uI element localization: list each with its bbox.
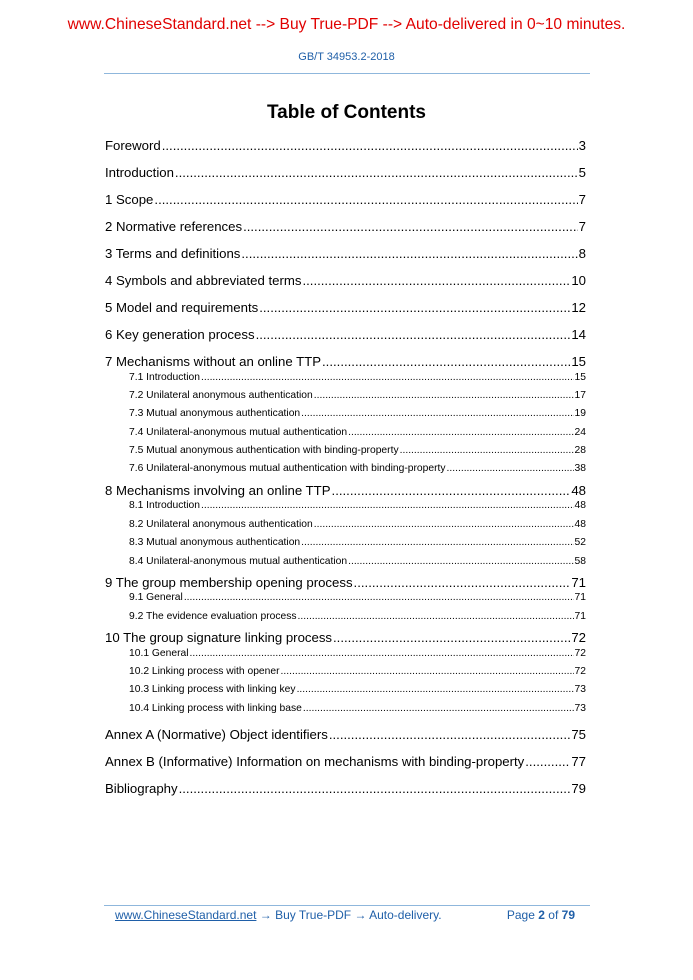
toc-subentry-7-5[interactable] xyxy=(105,444,586,462)
toc-entry-page: 73 xyxy=(574,684,586,696)
toc-entry-label: Annex B (Informative) Information on mechanisms with binding-property xyxy=(105,753,525,769)
toc-entry-label: 7.2 Unilateral anonymous authentication xyxy=(129,389,313,401)
toc-subentry-8-4[interactable] xyxy=(105,555,586,573)
dot-leader xyxy=(400,444,574,458)
toc-entry-annex-b[interactable] xyxy=(105,752,586,779)
toc-subentry-10-2[interactable] xyxy=(105,665,586,683)
dot-leader xyxy=(201,499,574,513)
dot-leader xyxy=(348,555,573,569)
page-word: Page xyxy=(506,908,535,922)
dot-leader xyxy=(201,371,574,385)
page-total: 79 xyxy=(561,908,575,922)
toc-entry-scope[interactable] xyxy=(105,190,586,217)
toc-entry-page: 77 xyxy=(571,753,586,769)
toc-entry-page: 79 xyxy=(571,780,586,796)
toc-entry-label: 1 Scope xyxy=(105,192,154,207)
toc-subentry-8-3[interactable] xyxy=(105,536,586,554)
toc-subentry-7-6[interactable] xyxy=(105,462,586,480)
toc-entry-introduction[interactable] xyxy=(105,163,586,190)
dot-leader xyxy=(243,217,578,237)
toc-entry-page: 14 xyxy=(571,327,586,342)
toc-entry-page: 15 xyxy=(571,354,586,369)
toc-entry-page: 48 xyxy=(574,500,586,512)
toc-entry-page: 71 xyxy=(571,574,586,590)
dot-leader xyxy=(348,426,573,440)
toc-entry-page: 3 xyxy=(578,138,586,153)
toc-entry-page: 75 xyxy=(571,726,586,742)
toc-entry-label: 7.4 Unilateral-anonymous mutual authentication xyxy=(129,426,348,438)
dot-leader xyxy=(447,462,574,476)
toc-entry-page: 38 xyxy=(574,463,586,475)
toc-entry-label: Introduction xyxy=(105,165,174,180)
dot-leader xyxy=(333,628,570,647)
header-divider xyxy=(104,73,590,74)
toc-subentry-7-1[interactable] xyxy=(105,371,586,389)
toc-entry-page: 19 xyxy=(574,408,586,420)
dot-leader xyxy=(259,298,570,318)
toc-subentry-7-3[interactable] xyxy=(105,407,586,425)
toc-entry-label: 8.2 Unilateral anonymous authentication xyxy=(129,518,313,530)
toc-entry-page: 7 xyxy=(578,192,586,207)
toc-entry-symbols-abbreviated-terms[interactable] xyxy=(105,271,586,298)
toc-entry-group-membership-opening[interactable] xyxy=(105,573,586,592)
page-current: 2 xyxy=(538,908,545,922)
toc-entry-normative-references[interactable] xyxy=(105,217,586,244)
toc-entry-label: 7.1 Introduction xyxy=(129,371,200,383)
footer-divider xyxy=(104,905,590,906)
dot-leader xyxy=(301,407,573,421)
toc-entry-annex-a[interactable] xyxy=(105,725,586,752)
dot-leader xyxy=(314,518,574,532)
toc-entry-label: 7.6 Unilateral-anonymous mutual authentication with binding-property xyxy=(129,463,446,475)
toc-entry-page: 48 xyxy=(574,518,586,530)
dot-leader xyxy=(256,325,571,345)
toc-entry-page: 7 xyxy=(578,219,586,234)
dot-leader xyxy=(297,683,574,697)
toc-subentry-9-1[interactable] xyxy=(105,591,586,609)
toc-entry-label: 6 Key generation process xyxy=(105,327,255,342)
toc-entry-page: 71 xyxy=(574,592,586,604)
dot-leader xyxy=(332,481,571,500)
toc-entry-label: 7.5 Mutual anonymous authentication with binding-property xyxy=(129,445,399,457)
dot-leader xyxy=(298,610,574,624)
dot-leader xyxy=(175,163,578,183)
toc-subentry-10-4[interactable] xyxy=(105,702,586,725)
page-footer xyxy=(115,908,585,926)
toc-entry-label: 8 Mechanisms involving an online TTP xyxy=(105,482,331,498)
toc-entry-page: 52 xyxy=(574,537,586,549)
dot-leader xyxy=(303,702,574,716)
toc-entry-page: 28 xyxy=(574,445,586,457)
page-of: of xyxy=(548,908,559,922)
toc-entry-page: 8 xyxy=(578,246,586,261)
toc-entry-mechanisms-with-ttp[interactable] xyxy=(105,481,586,500)
table-of-contents xyxy=(105,136,586,806)
dot-leader xyxy=(162,136,578,156)
toc-entry-page: 15 xyxy=(574,371,586,383)
toc-entry-label: 10.1 General xyxy=(129,647,189,659)
toc-entry-label: 8.3 Mutual anonymous authentication xyxy=(129,537,301,549)
dot-leader xyxy=(354,573,571,592)
dot-leader xyxy=(281,665,574,679)
page-indicator xyxy=(507,908,575,922)
toc-subentry-7-4[interactable] xyxy=(105,426,586,444)
toc-entry-label: 7.3 Mutual anonymous authentication xyxy=(129,408,301,420)
dot-leader xyxy=(179,779,571,799)
dot-leader xyxy=(525,752,570,772)
toc-entry-label: 10.3 Linking process with linking key xyxy=(129,684,296,696)
toc-subentry-8-1[interactable] xyxy=(105,499,586,517)
toc-entry-foreword[interactable] xyxy=(105,136,586,163)
toc-entry-page: 12 xyxy=(571,300,586,315)
toc-entry-label: 7 Mechanisms without an online TTP xyxy=(105,354,321,369)
toc-entry-mechanisms-without-ttp[interactable] xyxy=(105,352,586,371)
toc-entry-group-signature-linking[interactable] xyxy=(105,628,586,647)
toc-entry-label: 10 The group signature linking process xyxy=(105,630,333,646)
toc-entry-label: 9.1 General xyxy=(129,592,183,604)
toc-subentry-10-1[interactable] xyxy=(105,647,586,665)
toc-entry-label: 8.1 Introduction xyxy=(129,500,200,512)
dot-leader xyxy=(184,591,574,605)
dot-leader xyxy=(154,190,577,210)
toc-entry-label: 4 Symbols and abbreviated terms xyxy=(105,273,302,288)
dot-leader xyxy=(190,647,574,661)
standard-code-header: GB/T 34953.2-2018 xyxy=(298,51,395,63)
toc-entry-label: 2 Normative references xyxy=(105,219,243,234)
toc-entry-label: Foreword xyxy=(105,138,161,153)
dot-leader xyxy=(301,536,573,550)
top-banner: www.ChineseStandard.net --> Buy True-PDF --> Auto-delivered in 0~10 minutes. xyxy=(67,16,626,33)
toc-entry-key-generation[interactable] xyxy=(105,325,586,352)
toc-entry-page: 73 xyxy=(574,702,586,714)
toc-entry-page: 48 xyxy=(571,482,586,498)
toc-entry-label: 9 The group membership opening process xyxy=(105,574,353,590)
toc-entry-label: 9.2 The evidence evaluation process xyxy=(129,610,297,622)
toc-entry-terms-definitions[interactable] xyxy=(105,244,586,271)
footer-site-link[interactable]: www.ChineseStandard.net xyxy=(115,908,257,922)
toc-entry-page: 5 xyxy=(578,165,586,180)
toc-entry-page: 72 xyxy=(574,647,586,659)
toc-entry-page: 72 xyxy=(574,666,586,678)
toc-entry-label: 10.2 Linking process with opener xyxy=(129,666,280,678)
toc-subentry-10-3[interactable] xyxy=(105,683,586,701)
dot-leader xyxy=(241,244,577,264)
dot-leader xyxy=(322,352,570,371)
toc-entry-label: Bibliography xyxy=(105,780,178,796)
toc-entry-label: 3 Terms and definitions xyxy=(105,246,241,261)
footer-promo: → Buy True-PDF → Auto-delivery. xyxy=(256,908,442,922)
toc-entry-page: 72 xyxy=(571,630,586,646)
dot-leader xyxy=(314,389,574,403)
toc-entry-page: 58 xyxy=(574,555,586,567)
toc-entry-page: 71 xyxy=(574,610,586,622)
toc-entry-model-requirements[interactable] xyxy=(105,298,586,325)
toc-subentry-9-2[interactable] xyxy=(105,610,586,628)
toc-title: Table of Contents xyxy=(266,102,427,123)
toc-entry-label: 10.4 Linking process with linking base xyxy=(129,702,302,714)
toc-entry-label: 8.4 Unilateral-anonymous mutual authentication xyxy=(129,555,348,567)
toc-entry-label: Annex A (Normative) Object identifiers xyxy=(105,726,328,742)
toc-entry-page: 17 xyxy=(574,389,586,401)
toc-entry-page: 24 xyxy=(574,426,586,438)
dot-leader xyxy=(302,271,570,291)
dot-leader xyxy=(329,725,571,745)
toc-entry-bibliography[interactable] xyxy=(105,779,586,806)
toc-entry-page: 10 xyxy=(571,273,586,288)
toc-subentry-7-2[interactable] xyxy=(105,389,586,407)
toc-entry-label: 5 Model and requirements xyxy=(105,300,259,315)
toc-subentry-8-2[interactable] xyxy=(105,518,586,536)
